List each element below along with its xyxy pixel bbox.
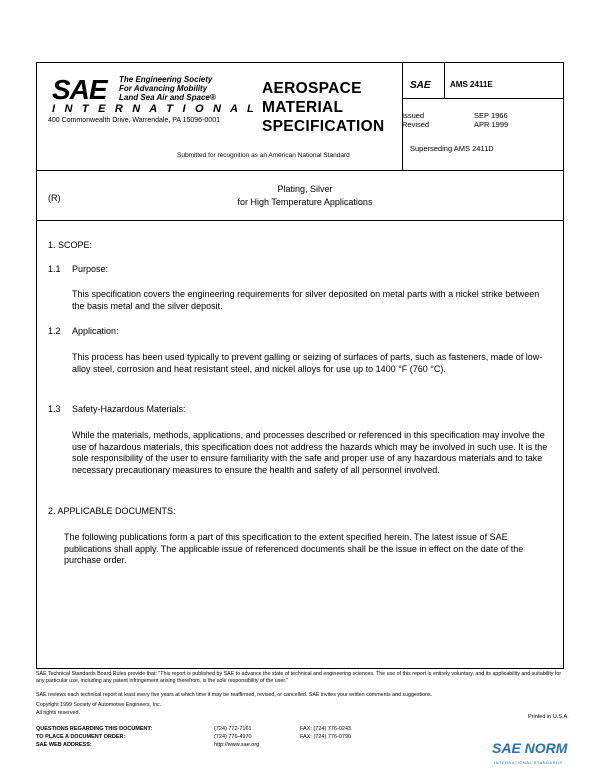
revised-value: APR 1999 xyxy=(474,120,509,129)
order-label: TO PLACE A DOCUMENT ORDER: xyxy=(36,734,126,740)
section-1-2-label: Application: xyxy=(72,326,119,336)
superseding: Superseding AMS 2411D xyxy=(410,144,494,153)
international-text: I N T E R N A T I O N A L xyxy=(52,103,257,115)
section-1-2-number: 1.2 xyxy=(48,326,61,336)
section-1-3-label: Safety-Hazardous Materials: xyxy=(72,404,186,414)
section-2-text: The following publications form a part of this specification to the extent specified herein. The latest issue of SAE publications shall apply. The applicable issue of referenced documents shall be the issue in effect on the date of the purchase order. xyxy=(64,532,524,565)
revised-label: Revised xyxy=(402,120,430,129)
revision-mark: (R) xyxy=(48,193,61,203)
questions-phone: (724) 772-7161 xyxy=(214,726,252,732)
section-1-1-text: This specification covers the engineering requirements for silver deposited on metal parts with a nickel strike between the basis metal and the silver deposit. xyxy=(72,289,540,311)
sae-logo: SAE xyxy=(52,74,107,105)
society-line-2: For Advancing Mobility xyxy=(119,84,208,93)
footer-review: SAE reviews each technical report at least every five years at which time it may be reaffirmed, revised, or cancelled. SAE invites your written comments and suggestions. xyxy=(36,692,433,698)
society-line-1: The Engineering Society xyxy=(119,75,213,84)
sae-small-logo: SAE xyxy=(410,80,431,91)
doc-type-line-3: SPECIFICATION xyxy=(262,118,385,135)
issued-label: Issued xyxy=(402,111,425,120)
header-divider xyxy=(36,170,563,171)
small-logo-divider xyxy=(444,62,445,98)
doc-type-line-1: AEROSPACE xyxy=(262,80,362,97)
section-1-1-number: 1.1 xyxy=(48,264,61,274)
section-1-3-text: While the materials, methods, applications, and processes described or referenced in this specification may involve the use of hazardous materials, this specification does not address the hazards which may be involved in such use. It is the sole responsibility of the user to ensure familiarity with the safe and proper use of any hazardous materials and to take necessary precautionary measures to ensure the health and safety of all personnel involved. xyxy=(72,430,548,475)
questions-label: QUESTIONS REGARDING THIS DOCUMENT: xyxy=(36,726,153,732)
docnum-divider xyxy=(402,98,563,99)
section-1-2-text: This process has been used typically to prevent galling or seizing of surfaces of parts, such as fasteners, made of low-alloy steel, corrosion and heat resistant steel, and nickel alloys for use up to 1400 °F (760 °C). xyxy=(72,352,543,374)
web-label: SAE WEB ADDRESS: xyxy=(36,742,92,748)
footer-copyright: Copyright 1999 Society of Automotive Engineers, Inc. xyxy=(36,702,162,708)
section-2-heading: 2. APPLICABLE DOCUMENTS: xyxy=(48,506,176,516)
doc-number: AMS 2411E xyxy=(450,80,493,89)
title-line-1: Plating, Silver xyxy=(277,184,333,194)
submitted-note: Submitted for recognition as an American National Standard xyxy=(177,152,350,159)
title-divider xyxy=(36,220,563,221)
section-1-heading: 1. SCOPE: xyxy=(48,240,93,250)
address: 400 Commonwealth Drive, Warrendale, PA 15096-0001 xyxy=(48,117,220,124)
footer-policy: SAE Technical Standards Board Rules provide that: "This report is published by SAE to advance the state of technical and engineering sciences. The use of this report is entirely voluntary, and its applicability and suitability for any particular use, including any patent infringement arising therefrom, is the sole responsibility of the user." xyxy=(36,671,562,684)
section-1-1-label: Purpose: xyxy=(72,264,109,274)
society-line-3: Land Sea Air and Space® xyxy=(119,93,216,102)
footer-rights: All rights reserved. xyxy=(36,710,80,716)
issued-value: SEP 1966 xyxy=(474,111,508,120)
questions-fax: FAX: (724) 776-0243 xyxy=(300,726,352,732)
footer-printed: Printed in U.S.A. xyxy=(528,714,569,720)
sae-norm-watermark: SAE NORM xyxy=(492,740,568,756)
section-1-3-number: 1.3 xyxy=(48,404,61,414)
order-fax: FAX: (724) 776-0790 xyxy=(300,734,352,740)
doc-type-line-2: MATERIAL xyxy=(262,99,344,116)
sae-norm-watermark-sub: INTERNATIONAL STANDARDS xyxy=(494,760,563,765)
order-phone: (724) 776-4970 xyxy=(214,734,252,740)
web-address: http://www.sae.org xyxy=(214,742,260,748)
title-line-2: for High Temperature Applications xyxy=(237,197,373,207)
